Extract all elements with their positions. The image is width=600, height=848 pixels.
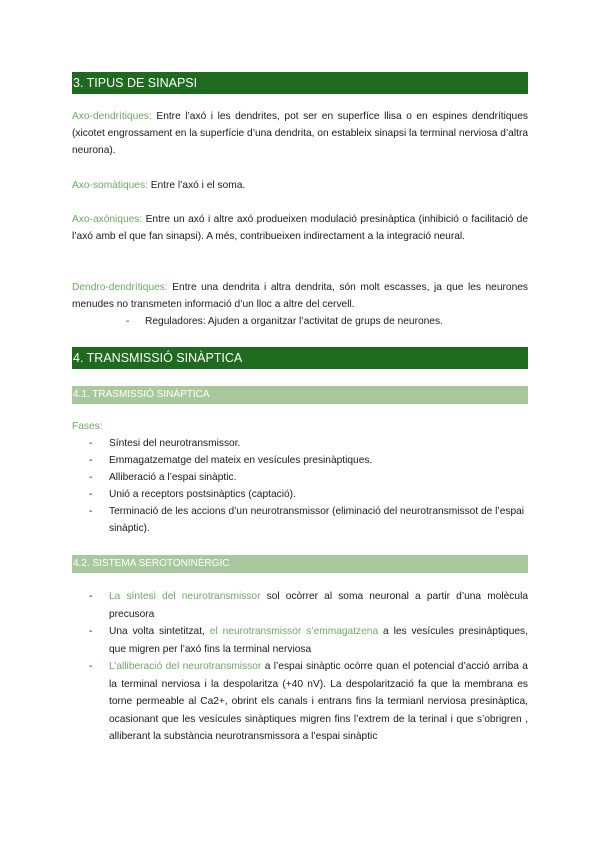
list-item: - Una volta sintetitzat, el neurotransmissor s’emmagatzena a les vesícules presinàptiques, que migren per l’axó fins la terminal nerviosa — [89, 626, 528, 655]
dash-bullet: - — [126, 316, 130, 327]
term-text: Entre un axó i altre axó produeixen modulació presinàptica (inhibició o facilitació de l’axó amb el que fan sinapsi). A més, contribueixen indirectament a la integració neural. — [72, 214, 528, 242]
list-item: - Emmagatzematge del mateix en vesícules presinàptiques. — [89, 455, 373, 466]
list-item: - Terminació de les accions d’un neurotransmissor (eliminació del neurotransmissot de l’espai sinàptic). — [89, 506, 525, 534]
term-text: Entre l’axó i el soma. — [147, 180, 246, 191]
serotoninergic-list — [72, 588, 528, 746]
subitem-reguladores: - Reguladores: Ajuden a organitzar l’activitat de grups de neurones. — [126, 313, 443, 330]
fases-list — [72, 435, 528, 537]
paragraph-axo-axoniques — [72, 211, 528, 245]
section-4-heading: 4. TRANSMISSIÓ SINÀPTICA — [72, 347, 528, 369]
term-label: Dendro-dendrítiques: — [72, 282, 168, 293]
subsection-4-1-heading: 4.1. TRASMISSIÓ SINÀPTICA — [72, 386, 528, 404]
paragraph-axo-dendritiques — [72, 108, 528, 159]
term-label: Axo-dendrítiques: — [72, 111, 152, 122]
section-3-heading: 3. TIPUS DE SINAPSI — [72, 72, 528, 94]
fases-label: Fases: — [72, 421, 103, 432]
paragraph-axo-somatiques — [72, 177, 528, 194]
term-label: Axo-axòniques: — [72, 214, 143, 225]
paragraph-dendro-dendritiques — [72, 279, 528, 313]
list-item: - Unió a receptors postsinàptics (captació). — [89, 489, 296, 500]
term-text: Entre una dendrita i altra dendrita, són molt escasses, ja que les neurones menudes no transmeten informació d’un lloc a altre del cervell. — [72, 282, 528, 310]
term-text: Entre l’axó i les dendrites, pot ser en superfíce llisa o en espines dendrítiques (xicotet engrossament en la superfície d’una dendrita, on estableix sinapsi la terminal nerviosa d’altra neurona). — [72, 111, 528, 156]
term-label: Axo-somàtiques: — [72, 180, 148, 191]
list-item: - Síntesi del neurotransmissor. — [89, 438, 241, 449]
list-item: - L’alliberació del neurotransmissor a l’espai sinàptic ocòrre quan el potencial d’acció arriba a la terminal nerviosa i la despolaritza (+40 nV). La despolarització fa que la membrana es torne permeable al Ca2+, obrint els canals i entrans fins la termianl nerviosa presinàptica, ocasionant que les vesícules sinàptiques migren fins l’extrem de la terinal i que s’obrigren , alliberant la substància neurotransmissora a l’espai sinàptic — [89, 661, 528, 742]
list-item: - La síntesi del neurotransmissor sol ocòrrer al soma neuronal a partir d’una molècula precusora — [89, 591, 528, 620]
subsection-4-2-heading: 4.2. SISTEMA SEROTONINÈRGIC — [72, 555, 528, 573]
list-item: - Alliberació a l’espai sinàptic. — [89, 472, 237, 483]
